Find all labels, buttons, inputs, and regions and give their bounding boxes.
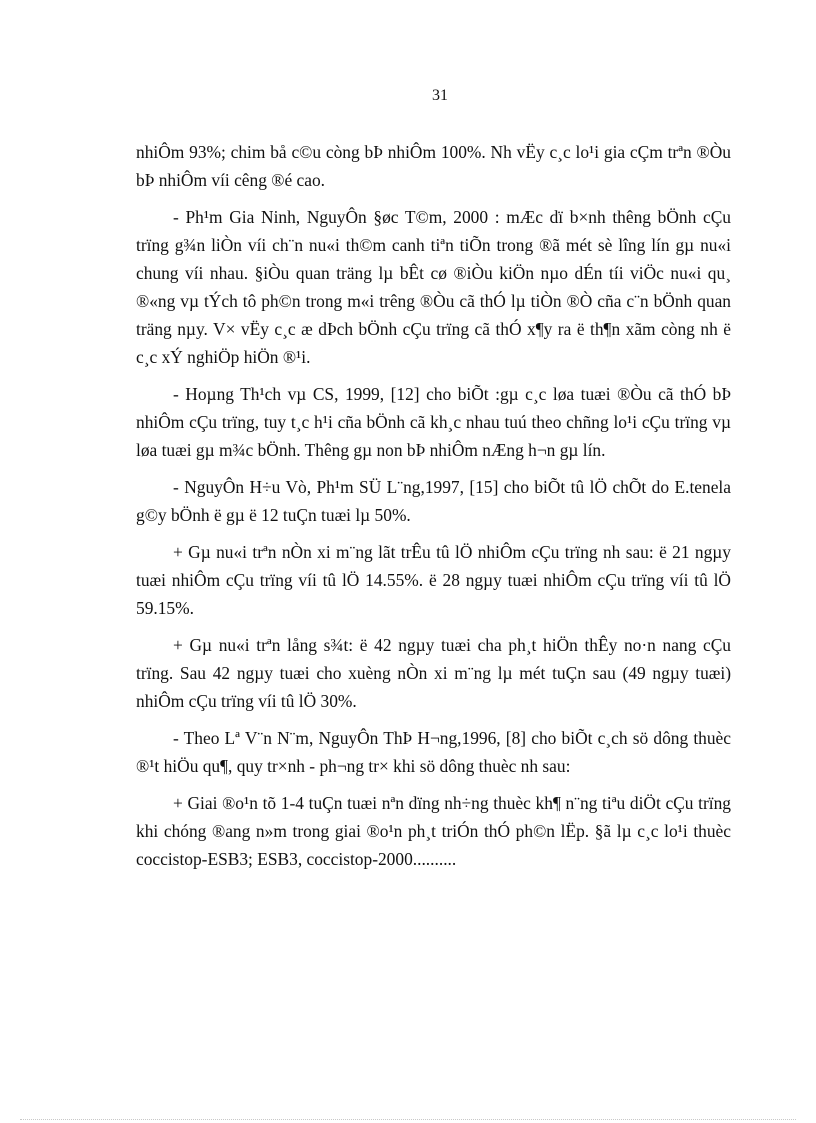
body-text — [136, 138, 731, 882]
paragraph-6: + Gµ nu«i trªn lång s¾t: ë 42 ngµy tuæi cha ph¸t hiÖn thÊy no·n nang cÇu trïng. Sau 42 ngµy tuæi cho xuèng nÒn xi m¨ng lµ mét tuÇn sau (49 ngµy tuæi) nhiÔm cÇu trïng víi tû lÖ 30%. — [136, 635, 731, 711]
page-bottom-divider — [20, 1119, 796, 1120]
paragraph-5: + Gµ nu«i trªn nÒn xi m¨ng lãt trÊu tû lÖ nhiÔm cÇu trïng nh sau: ë 21 ngµy tuæi nhiÔm cÇu trïng víi tû lÖ 14.55%. ë 28 ngµy tuæi nhiÔm cÇu trïng víi tû lÖ 59.15%. — [136, 542, 731, 618]
paragraph-3: - Hoµng Th¹ch vµ CS, 1999, [12] cho biÕt :gµ c¸c løa tuæi ®Òu cã thÓ bÞ nhiÔm cÇu trïng, tuy t¸c h¹i cña bÖnh cã kh¸c nhau tuú theo chñng lo¹i cÇu trïng vµ løa tuæi gµ m¾c bÖnh. Thêng gµ non bÞ nhiÔm nÆng h¬n gµ lín. — [136, 384, 731, 460]
page-number: 31 — [432, 87, 448, 104]
paragraph-2: - Ph¹m Gia Ninh, NguyÔn §øc T©m, 2000 : mÆc dï b×nh thêng bÖnh cÇu trïng g¾n liÒn víi ch¨n nu«i th©m canh tiªn tiÕn trong ®ã mét sè lîng lín gµ nu«i chung víi nhau. §iÒu quan träng lµ bÊt cø ®iÒu kiÖn nµo dÉn tíi viÖc nu«i qu¸ ®«ng vµ tÝch tô ph©n trong m«i trêng ®Òu cã thÓ lµ tiÒn ®Ò cña c¨n bÖnh quan träng nµy. V× vËy c¸c æ dÞch bÖnh cÇu trïng cã thÓ x¶y ra ë th¶n xãm còng nh ë c¸c xÝ nghiÖp hiÖn ®¹i. — [136, 207, 731, 367]
paragraph-7: - Theo Lª V¨n N¨m, NguyÔn ThÞ H¬ng,1996, [8] cho biÕt c¸ch sö dông thuèc ®¹t hiÖu qu¶, quy tr×nh - ph¬ng tr× khi sö dông thuèc nh sau: — [136, 728, 731, 776]
paragraph-8: + Giai ®o¹n tõ 1-4 tuÇn tuæi nªn dïng nh÷ng thuèc kh¶ n¨ng tiªu diÖt cÇu trïng khi chóng ®ang n»m trong giai ®o¹n ph¸t triÓn thÓ ph©n lËp. §ã lµ c¸c lo¹i thuèc coccistop-ESB3; ESB3, coccistop-2000.......... — [136, 793, 731, 869]
paragraph-1: nhiÔm 93%; chim bå c©u còng bÞ nhiÔm 100%. Nh vËy c¸c lo¹i gia cÇm trªn ®Òu bÞ nhiÔm víi cêng ®é cao. — [136, 142, 731, 190]
paragraph-4: - NguyÔn H÷u Vò, Ph¹m SÜ L¨ng,1997, [15] cho biÕt tû lÖ chÕt do E.tenela g©y bÖnh ë gµ ë 12 tuÇn tuæi lµ 50%. — [136, 477, 731, 525]
